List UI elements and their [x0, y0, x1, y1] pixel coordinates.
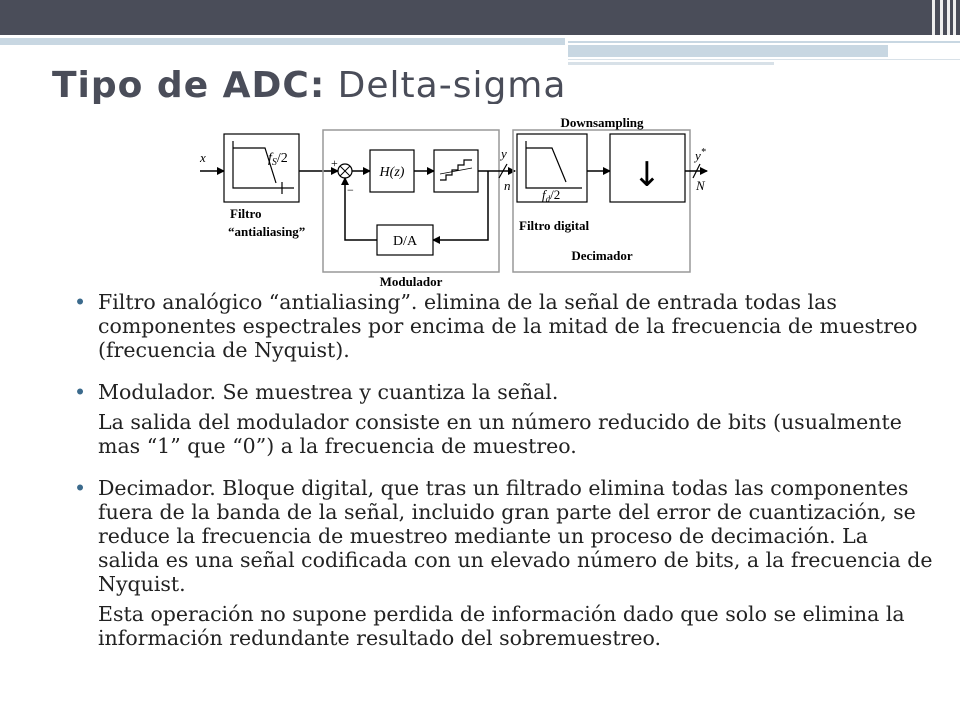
bullet-modulador [74, 380, 934, 404]
bullet-text: Decimador. Bloque digital, que tras un filtrado elimina todas las componentes fuera de la banda de la señal, incluido gran parte del error de cuantización, se reduce la frecuencia de muestreo mediante un proceso de decimación. La salida es una señal codificada con un elevado número de bits, a la frecuencia de Nyquist. [98, 476, 933, 596]
label-da: D/A [392, 234, 418, 249]
label-downsampling: Downsampling [560, 115, 644, 130]
label-n: n [504, 178, 511, 193]
bullet-text: Filtro analógico “antialiasing”. elimina de la señal de entrada todas las componentes espectrales por encima de la mitad de la frecuencia de muestreo (frecuencia de Nyquist). [98, 290, 918, 362]
label-filtro-digital: Filtro digital [519, 218, 590, 233]
bullet-text: Modulador. Se muestrea y cuantiza la señal. [98, 380, 559, 404]
down-arrow-icon: ↓ [632, 155, 662, 195]
top-bar [0, 0, 960, 35]
label-N: N [696, 178, 705, 193]
decorative-rule [0, 38, 565, 45]
top-bar-stripe [947, 0, 950, 35]
label-ystar: y* [695, 147, 706, 163]
bullet-list [74, 290, 934, 650]
label-decimador: Decimador [571, 248, 633, 263]
label-plus: + [331, 156, 338, 170]
label-antialiasing: “antialiasing” [228, 224, 306, 239]
decorative-rule [568, 45, 888, 57]
delta-sigma-diagram [190, 112, 710, 292]
label-minus: − [347, 183, 354, 197]
label-fd: $f_d/2$ [542, 187, 561, 204]
page-title [52, 62, 566, 104]
label-fs: $f_S/2$ [268, 151, 288, 168]
decorative-rule [568, 62, 774, 65]
bullet-dot: • [74, 290, 87, 314]
antialiasing-filter-block [224, 134, 299, 202]
decorative-rule [568, 41, 960, 43]
label-filtro: Filtro [230, 206, 262, 221]
bullet-continuation: Esta operación no supone perdida de información dado que solo se elimina la información redundante resultado del sobremuestreo. [98, 602, 905, 650]
top-bar-stripe [940, 0, 943, 35]
label-y: y [501, 146, 507, 161]
bullet-filtro [74, 290, 934, 362]
bullet-dot: • [74, 476, 87, 500]
page-title-bold: Tipo de ADC: [52, 65, 326, 104]
top-bar-stripe [932, 0, 935, 35]
label-hz: H(z) [379, 165, 405, 180]
bullet-dot: • [74, 380, 87, 404]
label-x: x [200, 150, 206, 165]
top-bar-stripe [953, 0, 956, 35]
page-title-rest: Delta-sigma [325, 65, 567, 104]
bullet-continuation: La salida del modulador consiste en un número reducido de bits (usualmente mas “1” que “0”) a la frecuencia de muestreo. [98, 410, 902, 458]
decorative-rule [568, 59, 960, 60]
label-modulador: Modulador [379, 274, 443, 289]
bullet-decimador [74, 476, 934, 596]
